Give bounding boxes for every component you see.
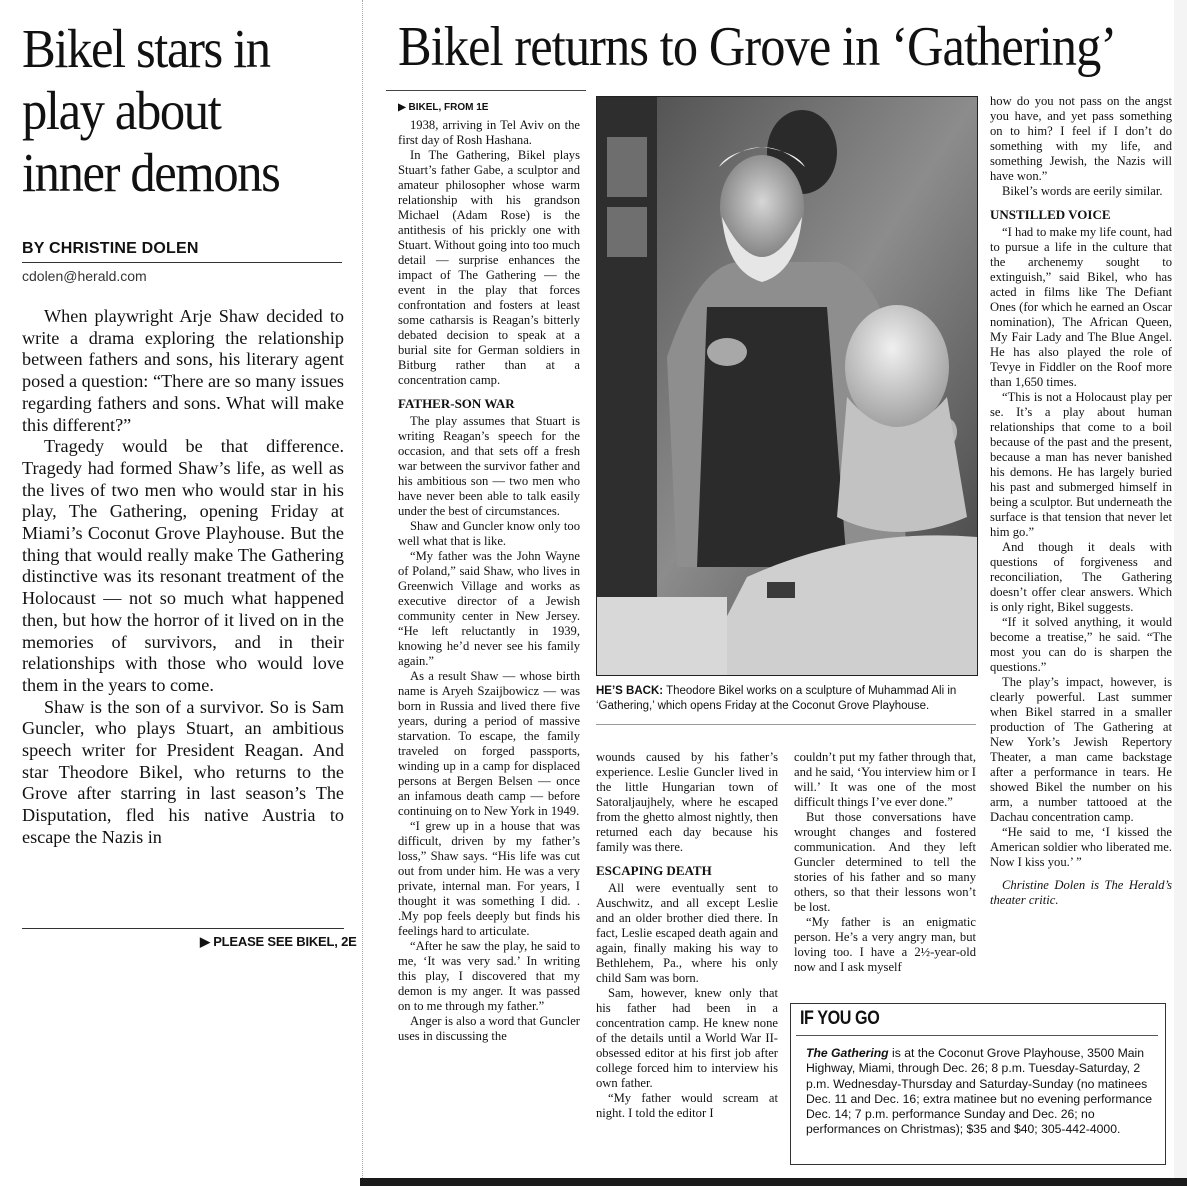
- column-c-body: [794, 750, 976, 975]
- left-headline: Bikel stars in play about inner demons: [22, 18, 280, 203]
- left-story-body: [22, 306, 344, 849]
- lead-paragraph-1: When playwright Arje Shaw decided to write a drama exploring the relationship between fathers and sons, his literary agent posed a question: “There are so many issues regarding fathers and sons. What will make this different?”: [22, 306, 344, 435]
- body-paragraph: The play’s impact, however, is clearly powerful. Last summer when Bikel starred in a smaller production of The Gathering at New York’s Jewish Repertory Theater, a man came backstage after a performance in tears. He showed Bikel the number on his arm, a number tattooed at the Dachau concentration camp.: [990, 675, 1172, 824]
- column-a: [398, 100, 580, 1175]
- body-paragraph: “This is not a Holocaust play per se. It’s a play about human relationships that come to a boil because of the past and the present, because a man has never banished his demons. He has largely buried his past and submerged himself in being a sculptor. But underneath the surface is that tension that never let him go.”: [990, 390, 1172, 539]
- column-a-body: [398, 118, 580, 1044]
- body-paragraph: And though it deals with questions of forgiveness and reconciliation, The Gathering doesn’t offer clear answers. Which is only right, Bikel suggests.: [990, 540, 1172, 614]
- body-paragraph: In The Gathering, Bikel plays Stuart’s father Gabe, a sculptor and amateur philosopher whose warm relationship with his grandson Michael (Adam Rose) is the antithesis of his prickly one with Stuart. Without going into too much detail — surprise enhances the impact of The Gathering — the event in the play that forces confrontation and fosters at least some catharsis is Reagan’s bitterly debated decision to speak at a burial site for German soldiers in Bitburg rather than at a concentration camp.: [398, 148, 580, 387]
- body-paragraph: All were eventually sent to Auschwitz, and all except Leslie and an older brother died there. In fact, Leslie escaped death again and again, finally making his way to Bethlehem, Pa., where his only child Sam was born.: [596, 881, 778, 985]
- byline: BY CHRISTINE DOLEN: [22, 240, 199, 257]
- column-c: [794, 750, 976, 995]
- body-paragraph: Bikel’s words are eerily similar.: [1002, 184, 1163, 198]
- column-d: [990, 94, 1172, 994]
- body-paragraph: 1938, arriving in Tel Aviv on the first day of Rosh Hashana.: [398, 118, 580, 147]
- lead-paragraph-2: Tragedy would be that difference. Tragedy had formed Shaw’s life, as well as the lives of two men who would star in his play, The Gathering, opening Friday at Miami’s Coconut Grove Playhouse. But the thing that would really make The Gathering distinctive was its resonant treatment of the Holocaust — not so much what happened then, but how the horror of it lived on in the memories of survivors, and in their relationships with those who would love them in the years to come.: [22, 436, 344, 695]
- see-more-jump: ▶ PLEASE SEE BIKEL, 2E: [200, 934, 357, 949]
- column-b-body: [596, 750, 778, 1121]
- bottom-rule: [22, 928, 344, 929]
- body-paragraph: Christine Dolen is The Herald’s theater critic.: [990, 878, 1172, 907]
- body-paragraph: The play assumes that Stuart is writing Reagan’s speech for the occasion, and that sets off a fresh war between the survivor father and his ambitious son — two men who have never been able to talk easily under the best of circumstances.: [398, 414, 580, 518]
- if-you-go-text: is at the Coconut Grove Playhouse, 3500 Main Highway, Miami, through Dec. 26; 8 p.m. Tuesday-Saturday, 2 p.m. Wednesday-Thursday and Saturday-Sunday (no matinees Dec. 11 and Dec. 16; extra matinee but no evening performance Dec. 14; 7 p.m. performance Sunday and Dec. 26; no performances on Christmas); $35 and $40; 305-442-4000.: [806, 1046, 1152, 1137]
- body-paragraph: Anger is also a word that Guncler uses in discussing the: [398, 1014, 580, 1043]
- column-separator: [362, 0, 363, 1186]
- main-headline: Bikel returns to Grove in ‘Gathering’: [398, 16, 1117, 78]
- body-paragraph: “My father was the John Wayne of Poland,” said Shaw, who lives in Greenwich Village and works as executive director of a Jewish community center in New Jersey. “He left reluctantly in 1939, knowing he’d never see his family again.”: [398, 549, 580, 668]
- caption-lead: HE’S BACK:: [596, 685, 664, 697]
- body-paragraph: couldn’t put my father through that, and he said, ‘You interview him or I will.’ It was one of the most difficult things I’ve ever done.”: [794, 750, 976, 809]
- body-paragraph: “I grew up in a house that was difficult, driven by my father’s loss,” Shaw says. “His life was cut out from under him. He was a very private, internal man. For years, I thought it was something I did. . .My pop feels deeply but finds his feelings hard to articulate.: [398, 819, 580, 938]
- byline-rule: [22, 262, 342, 263]
- photo-bikel-sculpture: [596, 96, 978, 676]
- jump-rule: [386, 90, 586, 91]
- page-bottom-bar: [360, 1178, 1187, 1186]
- if-you-go-title: The Gathering: [806, 1046, 889, 1060]
- if-you-go-heading: IF YOU GO: [800, 1008, 880, 1029]
- photo-illustration: [597, 97, 977, 675]
- body-paragraph: “My father is an enigmatic person. He’s a very angry man, but loving too. I have a 2½-year-old now and I ask myself: [794, 915, 976, 974]
- body-paragraph: But those conversations have wrought changes and fostered communication. And they left Guncler determined to tell the stories of his father and so many others, so that their lessons won’t be lost.: [794, 810, 976, 914]
- body-paragraph: “If it solved anything, it would become a treatise,” he said. “The most you can do is sharpen the questions.”: [990, 615, 1172, 674]
- author-email: cdolen@herald.com: [22, 268, 147, 284]
- body-paragraph: As a result Shaw — whose birth name is Aryeh Szaijbowicz — was born in Russia and lived there five years, during a period of massive starvation. To escape, the family traveled on forged passports, winding up in a camp for displaced persons at Bergen Belsen — once an infamous death camp — before continuing on to New York in 1949.: [398, 669, 580, 818]
- caption-rule: [596, 724, 976, 725]
- caption-text: Theodore Bikel works on a sculpture of Muhammad Ali in ‘Gathering,’ which opens Friday at the Coconut Grove Playhouse.: [596, 685, 957, 712]
- column-d-body: [990, 94, 1172, 908]
- body-paragraph: Shaw and Guncler know only too well what that is like.: [398, 519, 580, 548]
- body-paragraph: how do you not pass on the angst you have, and yet pass something on to him? I feel if I don’t do something with my life, and something Jewish, the Nazis will have won.”: [990, 94, 1172, 183]
- column-b: [596, 750, 778, 1175]
- body-paragraph: “He said to me, ‘I kissed the American soldier who liberated me. Now I kiss you.’ ”: [990, 825, 1172, 869]
- body-paragraph: Sam, however, knew only that his father had been in a concentration camp. He knew none of the details until a World War II-obsessed editor at his first job after college forced him to interview his own father.: [596, 986, 778, 1090]
- subhead: UNSTILLED VOICE: [990, 207, 1111, 222]
- if-you-go-rule: [796, 1035, 1158, 1036]
- subhead: FATHER-SON WAR: [398, 396, 515, 411]
- jump-from-label: ▶ BIKEL, FROM 1E: [398, 102, 489, 113]
- body-paragraph: wounds caused by his father’s experience. Leslie Guncler lived in the little Hungarian town of Satoraljaujhely, where he escaped from the ghetto almost nightly, then returned each day because his family was there.: [596, 750, 778, 854]
- body-paragraph: “My father would scream at night. I told the editor I: [596, 1091, 778, 1120]
- adjacent-page-edge: [1174, 0, 1187, 1186]
- photo-caption: [596, 684, 978, 714]
- lead-paragraph-3: Shaw is the son of a survivor. So is Sam Guncler, who plays Stuart, an ambitious speech writer for President Reagan. And star Theodore Bikel, who returns to the Grove after starring in last season’s The Disputation, fled his native Austria to escape the Nazis in: [22, 696, 344, 847]
- body-paragraph: “I had to make my life count, had to pursue a life in the culture that the archenemy sought to extinguish,” said Bikel, who has acted in films like The Defiant Ones (for which he earned an Oscar nomination), The African Queen, My Fair Lady and The Blue Angel. He has also played the role of Tevye in Fiddler on the Roof more than 1,650 times.: [990, 225, 1172, 389]
- body-paragraph: “After he saw the play, he said to me, ‘It was very sad.’ In writing this play, I discovered that my demon is my anger. It was passed on to me through my father.”: [398, 939, 580, 1013]
- if-you-go-details: [806, 1046, 1156, 1138]
- subhead: ESCAPING DEATH: [596, 863, 712, 878]
